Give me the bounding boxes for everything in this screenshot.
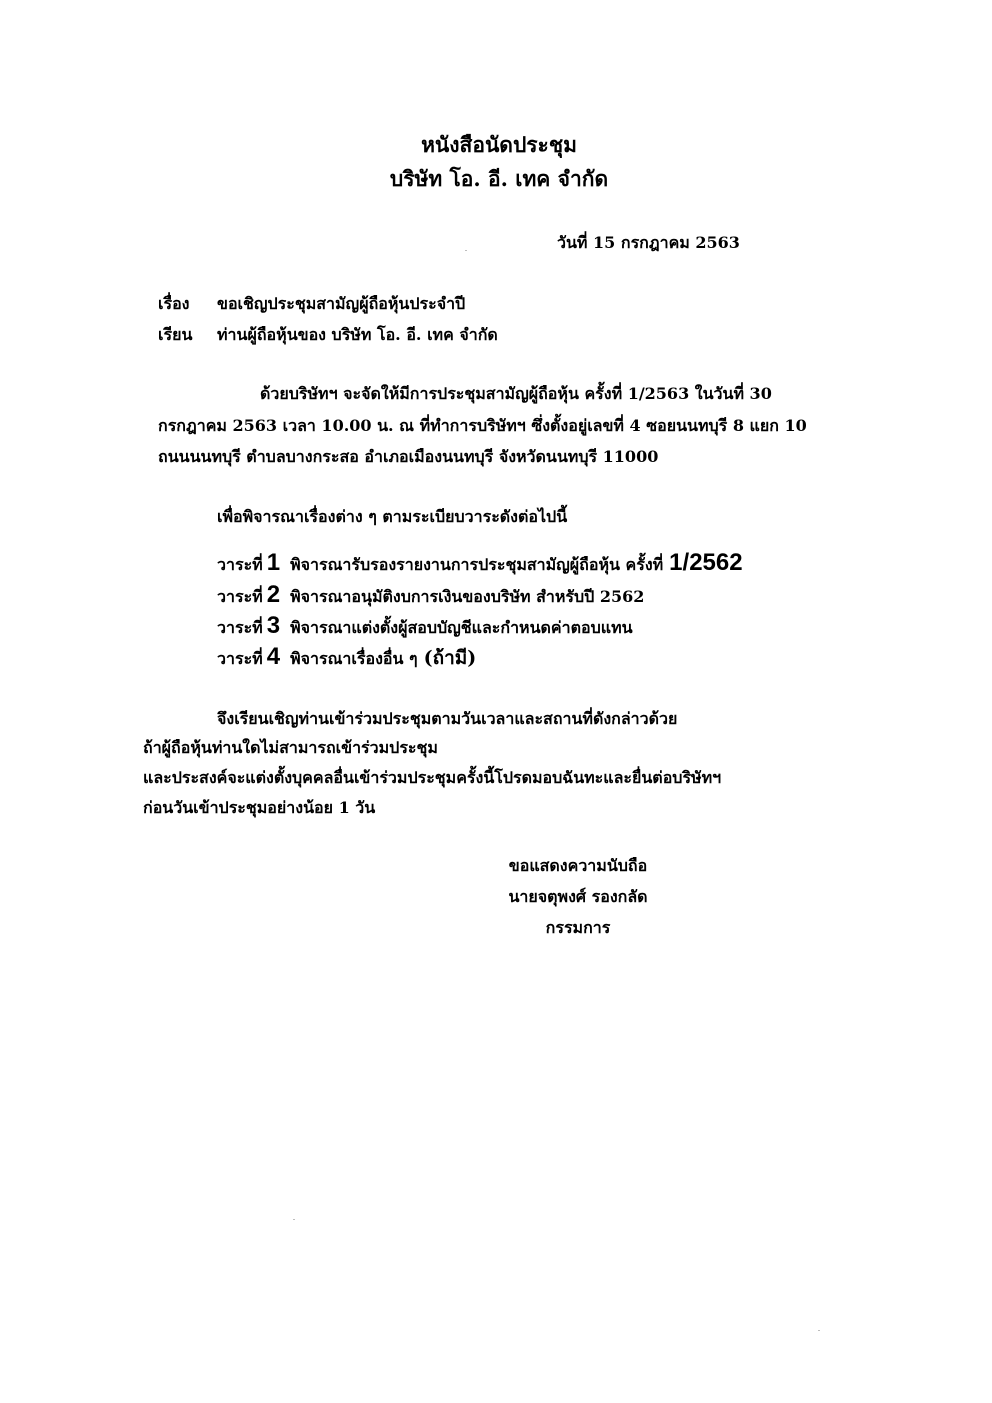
signature-position: กรรมการ (545, 918, 611, 937)
scan-speck (818, 1330, 820, 1331)
agenda-number: 1 (266, 549, 281, 576)
closing-line: และประสงค์จะแต่งตั้งบุคคลอื่นเข้าร่วมประชุมครั้งนี้โปรดมอบฉันทะและยื่นต่อบริษัทฯ (143, 768, 722, 787)
agenda-text: พิจารณาแต่งตั้งผู้สอบบัญชีและกำหนดค่าตอบแทน (290, 618, 633, 637)
document-title: หนังสือนัดประชุม (421, 132, 577, 157)
addressee-text: ท่านผู้ถือหุ้นของ บริษัท โอ. อี. เทค จำกัด (217, 325, 498, 344)
agenda-prefix: วาระที่ (217, 555, 263, 574)
scan-speck (465, 250, 467, 251)
subject-label: เรื่อง (158, 294, 190, 313)
signature-name: นายจตุพงศ์ รองกลัด (508, 887, 648, 906)
company-name: บริษัท โอ. อี. เทค จำกัด (389, 166, 609, 191)
intro-line: กรกฎาคม 2563 เวลา 10.00 น. ณ ที่ทำการบริษัทฯ ซึ่งตั้งอยู่เลขที่ 4 ซอยนนทบุรี 8 แยก 10 (158, 416, 807, 435)
agenda-prefix: วาระที่ (217, 587, 263, 606)
signature-regards: ขอแสดงความนับถือ (508, 856, 648, 875)
intro-line: ถนนนนทบุรี ตำบลบางกระสอ อำเภอเมืองนนทบุรี จังหวัดนนทบุรี 11000 (158, 447, 659, 466)
agenda-item-4 (217, 645, 476, 669)
agenda-text: พิจารณาอนุมัติงบการเงินของบริษัท สำหรับปี 2562 (290, 587, 645, 606)
agenda-suffix: (ถ้ามี) (423, 647, 477, 669)
agenda-item-2 (217, 583, 644, 607)
document-date: วันที่ 15 กรกฎาคม 2563 (557, 233, 740, 252)
subject-text: ขอเชิญประชุมสามัญผู้ถือหุ้นประจำปี (217, 294, 466, 313)
addressee-label: เรียน (158, 325, 193, 344)
agenda-text: พิจารณารับรองรายงานการประชุมสามัญผู้ถือหุ้น ครั้งที่ (290, 555, 664, 574)
agenda-item-1 (217, 551, 743, 575)
agenda-prefix: วาระที่ (217, 618, 263, 637)
closing-line: ถ้าผู้ถือหุ้นท่านใดไม่สามารถเข้าร่วมประชุม (143, 738, 438, 757)
agenda-text: พิจารณาเรื่องอื่น ๆ (290, 649, 418, 668)
intro-line: ด้วยบริษัทฯ จะจัดให้มีการประชุมสามัญผู้ถือหุ้น ครั้งที่ 1/2563 ในวันที่ 30 (260, 384, 772, 403)
agenda-item-3 (217, 614, 633, 638)
closing-line: ก่อนวันเข้าประชุมอย่างน้อย 1 วัน (143, 798, 376, 817)
agenda-prefix: วาระที่ (217, 649, 263, 668)
agenda-intro: เพื่อพิจารณาเรื่องต่าง ๆ ตามระเบียบวาระดังต่อไปนี้ (217, 507, 568, 526)
agenda-number: 2 (266, 581, 281, 608)
agenda-suffix: 1/2562 (669, 549, 743, 576)
closing-line: จึงเรียนเชิญท่านเข้าร่วมประชุมตามวันเวลาและสถานที่ดังกล่าวด้วย (217, 709, 678, 728)
scan-speck (293, 1219, 295, 1220)
agenda-number: 3 (266, 612, 281, 639)
agenda-number: 4 (266, 643, 281, 670)
